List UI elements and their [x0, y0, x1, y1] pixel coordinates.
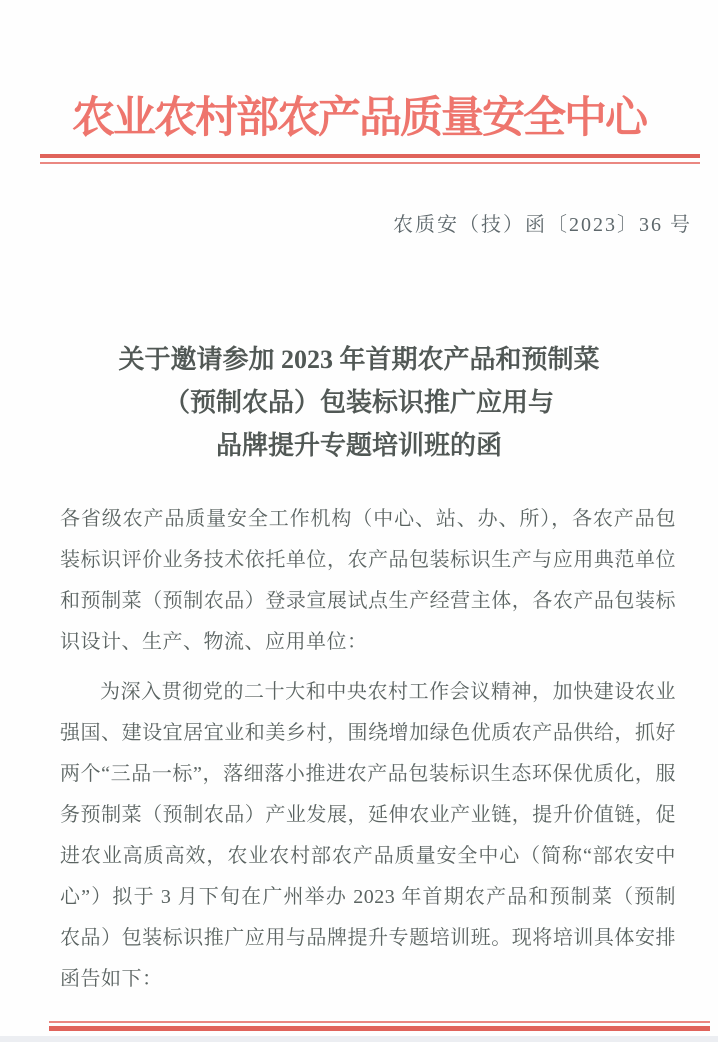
salutation-paragraph: 各省级农产品质量安全工作机构（中心、站、办、所），各农产品包装标识评价业务技术依托单位，农产品包装标识生产与应用典范单位和预制菜（预制农品）登录宣展试点生产经营主体，各农产品包装标识设计、生产、物流、应用单位： — [60, 508, 676, 653]
document-number: 农质安（技）函〔2023〕36 号 — [393, 214, 692, 236]
page-bottom-scan-edge — [0, 1036, 718, 1042]
document-title — [0, 338, 718, 467]
document-title-line-2: （预制农品）包装标识推广应用与 — [163, 388, 554, 417]
body-paragraph: 为深入贯彻党的二十大和中央农村工作会议精神，加快建设农业强国、建设宜居宜业和美乡村，围绕增加绿色优质农产品供给，抓好两个“三品一标”，落细落小推进农产品包装标识生态环保优质化，服务预制菜（预制农品）产业发展，延伸农业产业链，提升价值链，促进农业高质高效，农业农村部农产品质量安全中心（简称“部农安中心”）拟于 3 月下旬在广州举办 2023 年首期农产品和预制菜（预制农品）包装标识推广应用与品牌提升专题培训班。现将培训具体安排函告如下： — [60, 681, 676, 990]
footer-divider-thin-line — [49, 1021, 710, 1023]
document-title-line-3: 品牌提升专题培训班的函 — [215, 431, 502, 460]
footer-divider — [49, 1021, 710, 1031]
document-body — [60, 499, 676, 1000]
letterhead-org-name: 农业农村部农产品质量安全中心 — [72, 95, 646, 142]
letterhead-divider — [40, 154, 700, 164]
letterhead-divider-thin-line — [40, 162, 700, 164]
letterhead-divider-thick-line — [40, 154, 700, 158]
footer-divider-thick-line — [49, 1026, 710, 1031]
document-title-line-1: 关于邀请参加 2023 年首期农产品和预制菜 — [118, 345, 600, 374]
